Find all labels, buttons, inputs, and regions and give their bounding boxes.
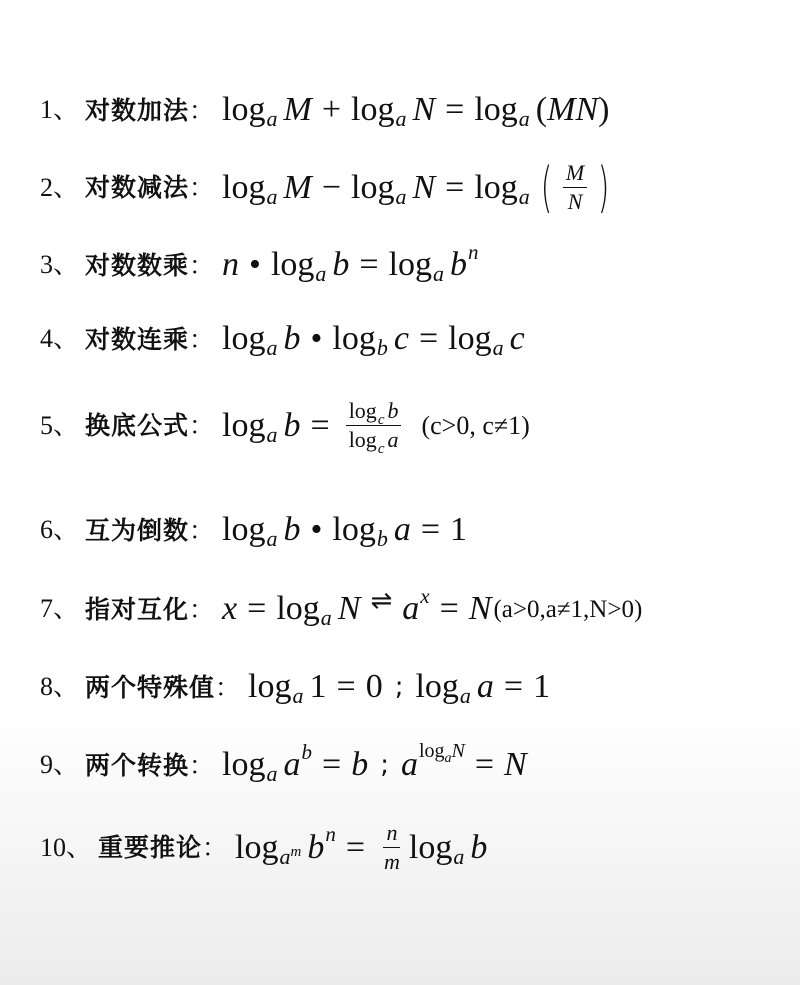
item-label: 互为倒数 (85, 515, 190, 545)
formula-row-10 (40, 822, 487, 873)
formula-log-scalar: n • log a b = log a b n (222, 239, 479, 286)
item-separator: 、 (53, 750, 80, 780)
item-colon: ： (189, 173, 215, 202)
item-separator: 、 (53, 672, 80, 702)
item-number: 6 (40, 515, 53, 544)
item-label: 对数数乘 (85, 250, 190, 280)
item-label: 两个转换 (85, 750, 190, 780)
formula-special-values: log a 1 = 0 ; log a a = 1 (248, 668, 551, 708)
item-colon: ： (215, 672, 241, 702)
formula-row-6 (40, 511, 468, 551)
formula-condition: (c>0, c≠1) (421, 410, 530, 440)
item-label: 对数加法 (85, 95, 190, 125)
item-separator: 、 (53, 515, 80, 545)
item-label: 重要推论 (98, 833, 203, 862)
item-separator: 、 (53, 95, 80, 125)
item-number: 3 (40, 250, 53, 279)
item-colon: ： (202, 833, 228, 862)
item-colon: ： (189, 594, 215, 624)
formula-two-conversions: log a a b = b ; a log a N = N (222, 739, 527, 786)
item-label: 对数连乘 (85, 324, 190, 354)
item-separator: 、 (66, 832, 93, 863)
item-colon: ： (189, 250, 215, 280)
formula-row-7 (40, 583, 643, 630)
item-colon: ： (189, 750, 215, 780)
item-separator: 、 (53, 172, 80, 203)
item-number: 7 (40, 594, 53, 623)
item-number: 2 (40, 172, 53, 202)
item-label: 换底公式 (85, 411, 190, 440)
item-colon: ： (189, 324, 215, 354)
item-number: 10 (40, 832, 66, 862)
formula-condition: (a>0,a≠1,N>0) (493, 595, 643, 623)
formula-reciprocal: log a b • log b a = 1 (222, 511, 468, 551)
item-separator: 、 (53, 410, 80, 441)
item-colon: ： (189, 95, 215, 125)
formula-log-addition: log a M + log a N = log a ( MN ) (222, 91, 610, 131)
item-label: 对数减法 (85, 173, 190, 202)
formula-row-4 (40, 320, 525, 360)
item-label: 指对互化 (85, 594, 190, 624)
item-separator: 、 (53, 594, 80, 624)
item-number: 1 (40, 95, 53, 124)
formula-change-of-base: log a b = log c b log c a (222, 400, 407, 451)
item-separator: 、 (53, 250, 80, 280)
formula-row-2 (40, 155, 614, 219)
item-colon: ： (189, 515, 215, 545)
formula-important-corollary: log $a^m$ b n = $\frac{n}{m}$ log a b (235, 820, 488, 874)
formula-row-9 (40, 739, 527, 786)
bidirectional-arrow-icon: ⇌ (370, 586, 393, 616)
item-number: 4 (40, 324, 53, 353)
formula-row-1 (40, 91, 610, 131)
formula-log-chain: log a b • log b c = log a c (222, 320, 525, 360)
item-number: 5 (40, 410, 53, 440)
formula-row-5 (40, 398, 530, 457)
formula-row-3 (40, 239, 479, 286)
formula-log-subtraction: log a M − log a N = log a ( $\frac{M}{N}$ ) (222, 155, 610, 219)
item-colon: ： (189, 411, 215, 440)
formula-row-8 (40, 668, 551, 708)
item-separator: 、 (53, 324, 80, 354)
formula-exp-log-conversion: x = log a N ⇌ a x = N (222, 583, 492, 630)
item-label: 两个特殊值 (85, 672, 216, 702)
item-number: 8 (40, 672, 53, 701)
item-number: 9 (40, 750, 53, 779)
